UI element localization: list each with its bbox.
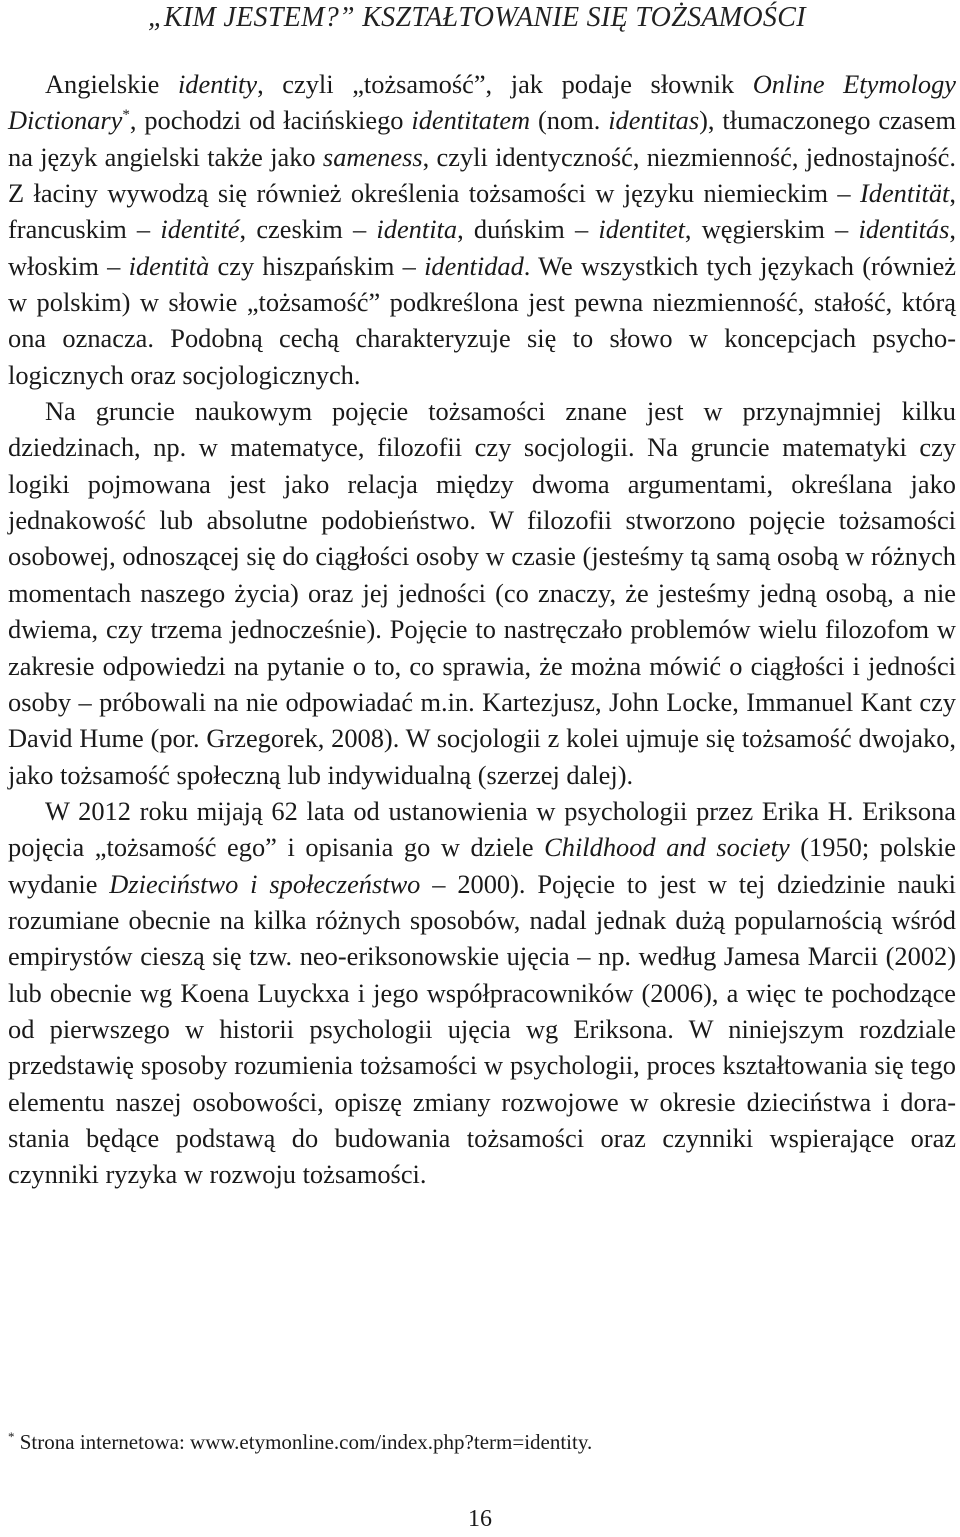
italic-term: Childhood and society	[544, 832, 790, 863]
italic-term: Identität	[859, 178, 950, 209]
italic-term: sameness	[322, 141, 423, 172]
text-run: – 2000). Pojęcie to jest w tej dziedzinie nauki rozumiane obecnie na kilka różnych sposobów, nadal jednak dużą popularnością wśród empirystów cieszą się tzw. neo-eriksonowskie ujęcia – np. według Jamesa Marcii (2002) lub obecnie wg Koena Luyckxa i jego współpracowników (2006), a więc te pochodzące od pierwszego w historii psychologii ujęcia wg Eriksona. W niniejszym rozdziale przedstawię sposoby rozumienia tożsamości w psychologii, proces kształtowania się tego elementu naszej osobowości, opiszę zmiany rozwojowe w okresie dzieciństwa i dorastania będące podstawą do budowania tożsamości oraz czynniki wspierające oraz czynniki ryzyka w rozwoju tożsamości.	[8, 868, 956, 1190]
paragraph	[8, 66, 956, 393]
italic-term: identitet	[598, 214, 685, 245]
text-run: , czyli identyczność, niezmienność, jednostajność. Z łaciny wywodzą się również określenia tożsamości w języku niemieckim –	[8, 141, 956, 209]
text-run: . We wszystkich tych językach (również w polskim) w słowie „tożsamość” podkreślona jest pewna niezmienność, stałość, którą ona oznacza. Podobną cechą charakteryzuje się to słowo w koncepcjach psychologicznych oraz socjologicznych.	[8, 250, 956, 390]
page-number: 16	[468, 1506, 492, 1532]
italic-term: identita	[376, 214, 458, 245]
italic-term: Online Etymology Dictionary	[8, 69, 957, 136]
italic-term: identity	[177, 69, 258, 99]
text-run: , włoskim –	[8, 214, 956, 281]
text-run: , węgierskim –	[684, 214, 859, 245]
footnote-ref: *	[122, 107, 130, 124]
text-run: , francuskim –	[8, 178, 956, 245]
italic-term: identitatem	[411, 105, 531, 136]
footnote-marker: *	[8, 1429, 15, 1444]
running-head: „KIM JESTEM?” KSZTAŁTOWANIE SIĘ TOŻSAMOŚCI	[148, 2, 806, 33]
italic-term: identité	[160, 214, 240, 245]
text-run: Angielskie	[45, 69, 178, 99]
italic-term: Dzieciństwo i społeczeństwo	[109, 868, 421, 899]
paragraph	[8, 393, 956, 793]
italic-term: identidad	[424, 250, 524, 281]
text-run: (1950; polskie wydanie	[8, 832, 957, 899]
italic-term: identitas	[608, 105, 700, 136]
italic-term: identità	[128, 250, 210, 281]
footnote-text: Strona internetowa: www.etymonline.com/index.php?term=identity.	[14, 1430, 593, 1454]
paragraph	[8, 793, 956, 1193]
text-run: , pochodzi od łacińskiego	[129, 105, 412, 136]
italic-term: identitás	[858, 214, 950, 245]
text-run: , czeskim –	[239, 214, 377, 245]
text-run: Na gruncie naukowym pojęcie tożsamości znane jest w przynajmniej kilku dziedzinach, np. w matematyce, filozofii czy socjologii. Na gruncie matematyki czy logiki pojmowana jest jako relacja między dwoma argumentami, określana jako jednakowość lub absolutne podobieństwo. W filozofii stworzono pojęcie tożsamości osobowej, odnoszącej się do ciągłości osoby w czasie (jesteśmy tą samą osobą w różnych momentach naszego życia) oraz jej jedności (co znaczy, że jesteśmy jedną osobą, a nie dwiema, czy trzema jednocześnie). Pojęcie to nastręczało problemów wielu filozofom w zakresie odpowiedzi na pytanie o to, co sprawia, że można mówić o ciągłości i jedności osoby – próbowali na nie odpowiadać m.in. Kartezjusz, John Locke, Immanuel Kant czy David Hume (por. Grzegorek, 2008). W socjologii z kolei ujmuje się tożsamość dwojako, jako tożsamość społeczną lub indywidualną (szerzej dalej).	[8, 396, 956, 790]
main-text	[8, 66, 956, 1193]
text-run: W 2012 roku mijają 62 lata od ustanowienia w psychologii przez Erika H. Eriksona pojęcia „tożsamość ego” i opisania go w dziele	[8, 795, 956, 863]
text-run: czy hiszpańskim –	[209, 250, 425, 281]
text-run: ), tłumaczonego czasem na język angielski także jako	[8, 105, 956, 172]
footnote	[8, 1428, 908, 1456]
text-run: , duńskim –	[457, 214, 599, 245]
text-run: (nom.	[530, 105, 609, 136]
text-run: , czyli „tożsamość”, jak podaje słownik	[257, 69, 753, 99]
